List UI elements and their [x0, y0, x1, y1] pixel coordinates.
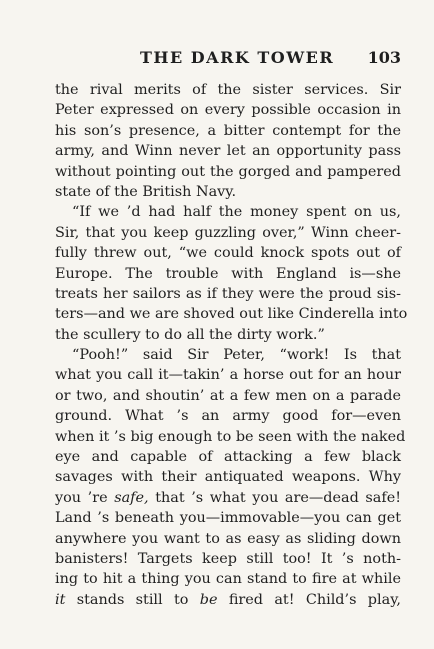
text-line: or two, and shoutin’ at a few men on a parade [55, 387, 401, 404]
running-title: THE DARK TOWER [140, 48, 335, 67]
text-line: savages with their antiquated weapons. Why [55, 469, 401, 486]
text-line: “Pooh!” said Sir Peter, “work! Is that [72, 347, 401, 364]
body-text [55, 80, 408, 610]
text-line: eye and capable of attacking a few black [55, 449, 401, 466]
page-header [55, 48, 401, 72]
text-line: Europe. The trouble with England is—she [55, 265, 401, 282]
text-line: ing to hit a thing you can stand to fire at while [55, 571, 401, 588]
text-line: when it ’s big enough to be seen with the naked [55, 428, 406, 445]
text-line: what you call it—takin’ a horse out for an hour [55, 367, 401, 384]
text-line: fully threw out, “we could knock spots out of [55, 245, 401, 262]
text-line: the scullery to do all the dirty work.” [55, 326, 325, 343]
text-line: Peter expressed on every possible occasion in [55, 102, 401, 119]
text-line: Land ’s beneath you—immovable—you can get [55, 510, 401, 527]
text-segment: you ’re [55, 489, 115, 506]
italic-text: be [199, 591, 218, 608]
page-number: 103 [367, 48, 401, 67]
italic-text: safe, [114, 489, 149, 506]
text-line: anywhere you want to as easy as sliding down [55, 530, 401, 547]
text-line: “If we ’d had half the money spent on us, [72, 204, 401, 221]
text-line: state of the British Navy. [55, 183, 237, 200]
text-line: ground. What ’s an army good for—even [55, 408, 401, 425]
text-line: the rival merits of the sister services. Sir [55, 82, 401, 98]
text-line: ters—and we are shoved out like Cinderella into [55, 306, 408, 323]
italic-text: it [55, 591, 66, 608]
text-line [55, 488, 401, 508]
text-line: army, and Winn never let an opportunity pass [55, 143, 401, 160]
text-line: treats her sailors as if they were the proud sis- [55, 285, 401, 302]
text-line [55, 590, 401, 610]
text-segment: that ’s what you are—dead safe! [148, 489, 401, 506]
text-line: his son’s presence, a bitter contempt for the [55, 122, 401, 139]
text-line: without pointing out the gorged and pampered [55, 163, 401, 180]
text-segment: stands still to [65, 591, 200, 608]
text-segment: fired at! Child’s play, [217, 591, 401, 608]
text-line: banisters! Targets keep still too! It ’s noth- [55, 550, 401, 567]
text-line: Sir, that you keep guzzling over,” Winn cheer- [55, 224, 401, 241]
